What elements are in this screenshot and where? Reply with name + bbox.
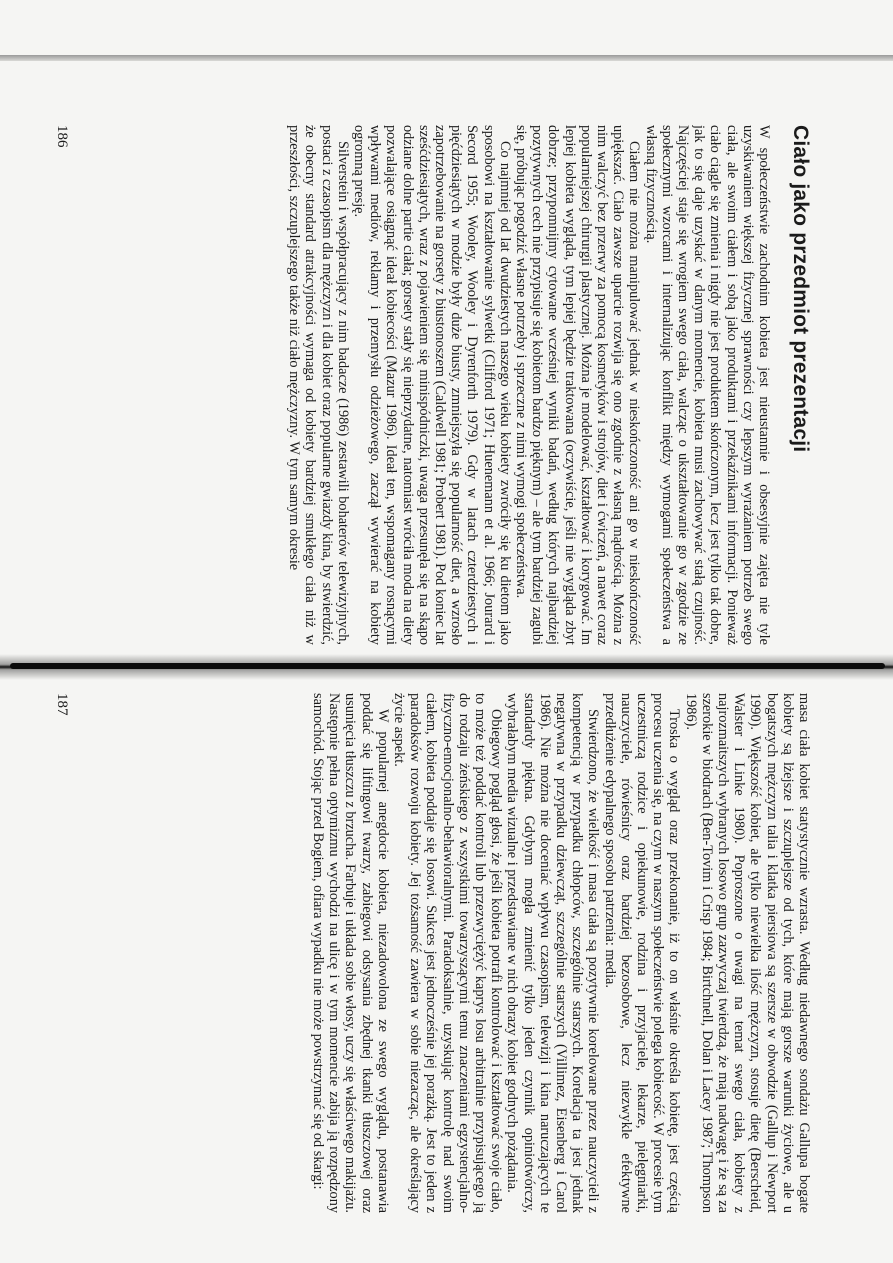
page-187-text [82, 693, 812, 1213]
page-number: 187 [54, 693, 70, 716]
page-186-body [286, 125, 772, 645]
paragraph: W popularnej anegdocie kobieta, niezadowolona ze swego wyglądu, postanawia poddać się liftingowi twarzy, zabiegowi odsysania zbędnej tkanki tłuszczowej oraz usunięcia tłuszczu z brzucha. Farbuje i układa sobie włosy, uczy się właściwego makijażu. Następnie pełna optymizmu wychodzi na ulicę i w tym momencie zabija ją rozpędzony samochód. Stojąc przed Bogiem, ofiara wypadku nie może powstrzymać się od skargi: [309, 693, 391, 1213]
page-187-body [310, 693, 812, 1213]
paragraph: Co najmniej od lat dwudziestych naszego wieku kobiety zwróciły się ku dietom jako sposobowi na kształtowanie sylwetki (Clifford 1971; Huenemann et al. 1966; Jourard i Secord 1955; Wooley, Wooley i Dyrenforth 1979). Gdy w latach czterdziestych i pięćdziesiątych w modzie były duże biusty, zmniejszyła się popularność diet, a wzrosło zapotrzebowanie na gorsety z biustonoszem (Caldwell 1981; Probert 1981). Pod koniec lat sześćdziesiątych, wraz z pojawieniem się minispódniczki, uwaga przesunęła się na skąpo odziane dolne partie ciała; gorsety stały się nieprzydatne, natomiast wróciła moda na diety pozwalające osiągnąć ideał kobiecości (Mazur 1986). Ideał ten, wspomagany rosnącymi wpływami mediów, reklamy i przemysłu odzieżowego, zaczął wywierać na kobiety ogromną presję. [350, 125, 513, 645]
page-number: 186 [54, 125, 70, 148]
paragraph: Silverstein i współpracujący z nim badacze (1986) zestawili bohaterów telewizyjnych, postaci z czasopism dla mężczyzn i dla kobiet oraz popularne gwiazdy kina, by stwierdzić, że obecny standard atrakcyjności wymaga od kobiety bardziej smukłego ciała niż w przeszłości, szczuplejszego także niż ciało mężczyzny. W tym samym okresie [286, 125, 351, 645]
page-186 [52, 125, 812, 645]
page-187 [52, 693, 812, 1213]
paragraph: Obiegowy pogląd głosi, że jeśli kobieta potrafi kontrolować i kształtować swoje ciało, to może też poddać kontroli lub przezwyciężyć kaprys losu arbitralnie przypisującego ją do rodzaju żeńskiego z wszystkimi towarzyszącymi temu znaczeniami egzystencjalno-fizyczno-emocjonalno-behawioralnymi. Paradoksalnie, uzyskując kontrolę nad swoim ciałem, kobieta poddaje się losowi. Sukces jest jednocześnie jej porażką. Jest to jeden z paradoksów rozwoju kobiety. Jej tożsamość zawiera w sobie niezacząc, ale określający życie aspekt. [390, 693, 505, 1213]
page-top-edge [0, 55, 893, 61]
page-186-text [82, 125, 812, 645]
paragraph: Stwierdzono, że wielkość i masa ciała są pozytywnie korelowane przez nauczycieli z kompetencją w przypadku chłopców, szczególnie starszych. Korelacja ta jest jednak negatywna w przypadku dziewcząt, szczególnie starszych (Villimez, Eisenberg i Carol 1986). Nie można nie doceniać wpływu czasopism, telewizji i kina naruczających te standardy piękna. Gdybym mogła zmienić tylko jeden czynnik opiniotwórczy, wybrałabym media wizualne i przedstawiane w nich obrazy kobiet godnych pożądania. [504, 693, 602, 1213]
book-spine [10, 663, 885, 669]
paragraph: Troska o wygląd oraz przekonanie, iż to on właśnie określa kobietę, jest częścią procesu uczenia się, na czym w naszym społeczeństwie polega kobiecość. W procesie tym uczestniczą rodzice i opiekunowie, rodzina i przyjaciele, lekarze, pielęgniarki, nauczyciele, rówieśnicy oraz bardziej bezosobowe, lecz niezwykle efektywne przedłużenie edypalnego sposobu patrzenia: media. [601, 693, 683, 1213]
paragraph: Ciałem nie można manipulować jednak w nieskończoność ani go w nieskończoność upiększać. Ciało zawsze uparcie rozwija się ono zgodnie z własną mądrością. Można z nim walczyć bez przerwy za pomocą kosmetyków i strojów, diet i ćwiczeń, a nawet coraz popularniejszej chirurgii plastycznej. Można je modelować, kształtować i korygować. Im lepiej kobieta wygląda, tym lepiej będzie traktowana (oczywiście, jeśli nie wygląda zbyt dobrze; przypomnijmy cytowane wcześniej wyniki badań, według których najbardziej pozytywnych cech nie przypisuje się kobietom bardzo pięknym) – ale tym bardziej zagubi się, próbując pogodzić własne potrzeby i sprzeczne z nimi wymogi społeczeństwa. [512, 125, 643, 645]
paragraph: masa ciała kobiet statystycznie wzrasta. Według niedawnego sondażu Gallupa bogate kobiety są lżejsze i szczuplejsze od tych, które mają gorsze warunki życiowe, ale u bogatszych mężczyzn talia i klatka piersiowa są szersze w obwodzie (Gallup i Newport 1990). Większość kobiet, ale tylko niewielka ilość mężczyzn, stosuje dietę (Berscheid, Walster i Linke 1980). Poproszone o uwagi na temat swego ciała, kobiety z najrozmaitszych wybranych losowo grup zazwyczaj twierdzą, że mają nadwagę i że są za szerokie w biodrach (Ben-Tovim i Crisp 1984; Birtchnell, Dolan i Lacey 1987; Thompson 1986). [682, 693, 812, 1213]
paragraph: W społeczeństwie zachodnim kobieta jest nieustannie i obsesyjnie zajęta nie tyle uzyskiwaniem większej fizycznej sprawności czy lepszym wyrażaniem potrzeb swego ciała, ale swoim ciałem i sobą jako produktami i przekaźnikami informacji. Ponieważ ciało ciągle się zmienia i nigdy nie jest produktem skończonym, lecz jest tylko tak dobre, jak to się daje uzyskać w danym momencie, kobieta musi zachowywać stałą czujność. Najczęściej staje się wrogiem swego ciała, walcząc o ukształtowanie go w zgodzie ze społecznymi wzorcami i internalizując konflikt między wymogami społeczeństwa a własną fizycznością. [642, 125, 772, 645]
chapter-title: Ciało jako przedmiot prezentacji [789, 125, 812, 453]
